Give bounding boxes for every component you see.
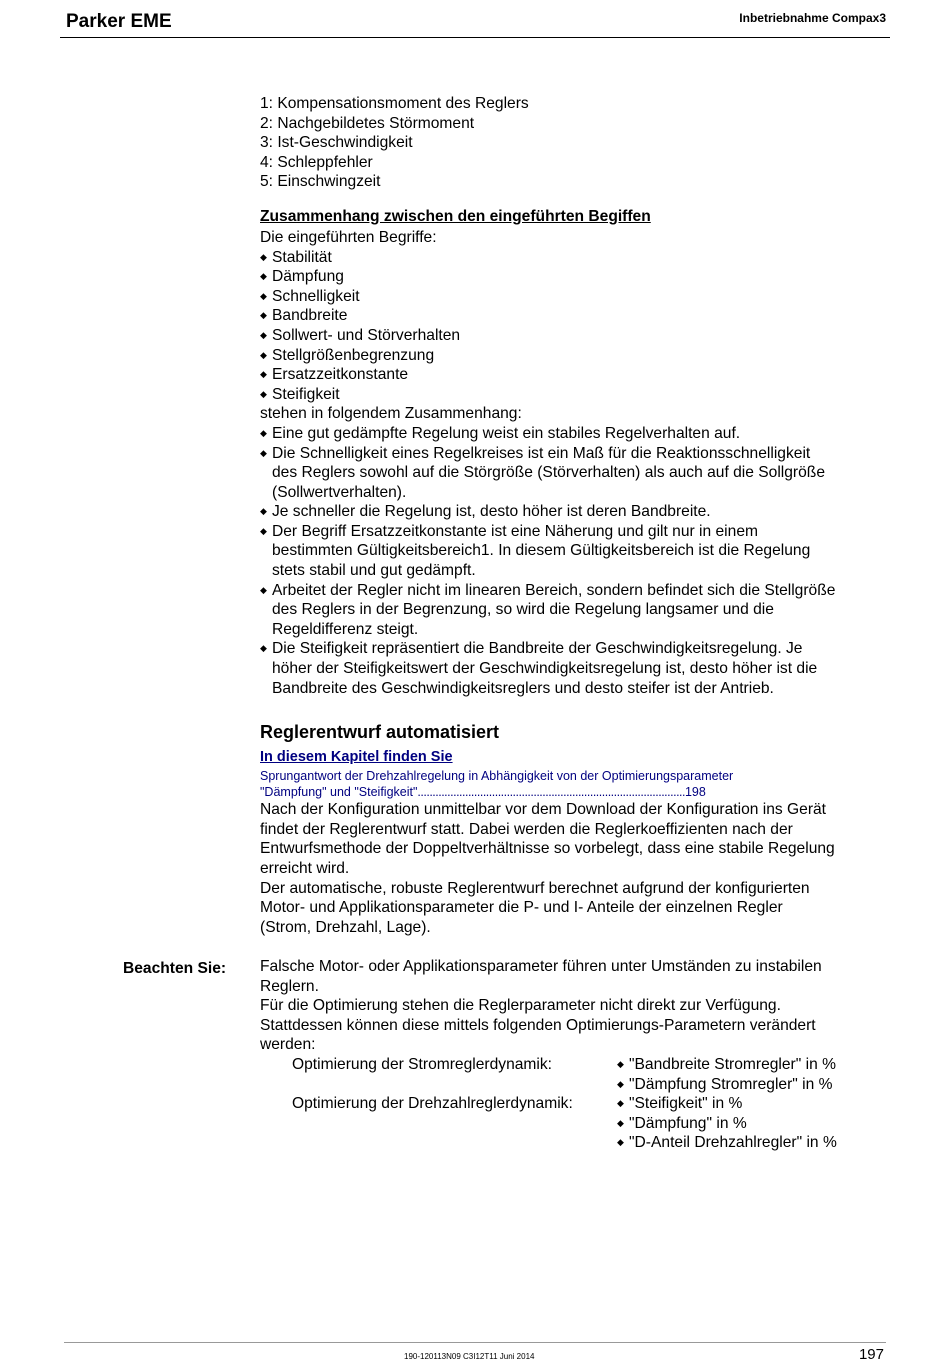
- statement-item: [260, 424, 888, 444]
- optimization-param: ◆ "Bandbreite Stromregler" in %: [617, 1055, 888, 1075]
- header-brand: Parker EME: [66, 11, 172, 32]
- term-item: ◆ Stabilität: [260, 248, 888, 268]
- optimization-param: ◆ "Steifigkeit" in %: [617, 1094, 888, 1114]
- paragraph-line: erreicht wird.: [260, 860, 350, 877]
- note-line: Falsche Motor- oder Applikationsparameter führen unter Umständen zu instabilen: [260, 957, 822, 975]
- statement-line: des Reglers in der Begrenzung, so wird die Regelung langsamer und die: [272, 601, 774, 619]
- toc-entry-text: "Dämpfung" und "Steifigkeit": [260, 785, 418, 800]
- section-title: Reglerentwurf automatisiert: [260, 722, 500, 743]
- relation-heading: Zusammenhang zwischen den eingeführten Begiffen: [260, 207, 651, 225]
- term-item: ◆ Sollwert- und Störverhalten: [260, 326, 888, 346]
- relation-intro: Die eingeführten Begriffe:: [260, 228, 437, 246]
- statement-line: ◆ Die Steifigkeit repräsentiert die Bandbreite der Geschwindigkeitsregelung. Je: [272, 640, 803, 658]
- relation-connector: stehen in folgendem Zusammenhang:: [260, 405, 522, 423]
- note-line: werden:: [260, 1036, 316, 1054]
- terms-list: [260, 248, 888, 405]
- term-item: ◆ Schnelligkeit: [260, 287, 888, 307]
- note-line: Für die Optimierung stehen die Reglerparameter nicht direkt zur Verfügung.: [260, 997, 781, 1015]
- optimization-params: [617, 1055, 888, 1094]
- toc-entry-line: Sprungantwort der Drehzahlregelung in Abhängigkeit von der Optimierungsparameter: [260, 769, 734, 784]
- toc-page-number: 198: [684, 785, 706, 800]
- statement-line: Regeldifferenz steigt.: [272, 620, 419, 638]
- term-item: ◆ Steifigkeit: [260, 385, 888, 405]
- statement-line: des Reglers sowohl auf die Störgröße (Störverhalten) als auch auf die Sollgröße: [272, 464, 825, 482]
- toc-entry-line: [260, 784, 888, 800]
- list-item: 2: Nachgebildetes Störmoment: [260, 114, 475, 132]
- statement-line: ◆ Je schneller die Regelung ist, desto höher ist deren Bandbreite.: [272, 503, 711, 521]
- term-item: ◆ Stellgrößenbegrenzung: [260, 346, 888, 366]
- optimization-param: ◆ "Dämpfung Stromregler" in %: [617, 1075, 888, 1095]
- statement-item: [260, 581, 888, 640]
- statement-line: ◆ Der Begriff Ersatzzeitkonstante ist eine Näherung und gilt nur in einem: [272, 522, 758, 540]
- page-content: [260, 94, 888, 1153]
- footer-divider: [64, 1342, 886, 1343]
- statement-item: [260, 639, 888, 698]
- numbered-list: [260, 94, 888, 192]
- statement-line: Bandbreite des Geschwindigkeitsreglers und desto steifer ist der Antrieb.: [272, 679, 774, 697]
- statement-line: (Sollwertverhalten).: [272, 483, 407, 501]
- statement-line: ◆ Die Schnelligkeit eines Regelkreises ist ein Maß für die Reaktionsschnelligkeit: [272, 444, 811, 462]
- statement-item: [260, 522, 888, 581]
- note-body: [260, 957, 888, 1055]
- paragraph-line: (Strom, Drehzahl, Lage).: [260, 918, 431, 936]
- optimization-label: Optimierung der Drehzahlreglerdynamik:: [292, 1095, 573, 1113]
- optimization-params: [617, 1094, 888, 1153]
- term-item: ◆ Bandbreite: [260, 306, 888, 326]
- statement-line: ◆ Arbeitet der Regler nicht im linearen Bereich, sondern befindet sich die Stellgröße: [272, 581, 836, 599]
- paragraph-line: Nach der Konfiguration unmittelbar vor dem Download der Konfiguration ins Gerät: [260, 801, 827, 819]
- statement-line: höher der Steifigkeitswert der Geschwindigkeitsregelung ist, desto höher ist die: [272, 660, 818, 678]
- list-item: 1: Kompensationsmoment des Reglers: [260, 95, 529, 112]
- term-item: ◆ Dämpfung: [260, 267, 888, 287]
- note-label: Beachten Sie:: [123, 960, 227, 977]
- paragraph-line: findet der Reglerentwurf statt. Dabei werden die Reglerkoeffizienten nach der: [260, 820, 793, 838]
- toc-heading[interactable]: In diesem Kapitel finden Sie: [260, 749, 453, 766]
- optimization-param: ◆ "D-Anteil Drehzahlregler" in %: [617, 1133, 888, 1153]
- statements-list: [260, 424, 888, 698]
- paragraph-line: Entwurfsmethode der Doppeltverhältnisse so vorbelegt, dass eine stabile Regelung: [260, 840, 835, 858]
- statement-line: bestimmten Gültigkeitsbereich1. In diesem Gültigkeitsbereich ist die Regelung: [272, 542, 811, 560]
- list-item: 4: Schleppfehler: [260, 153, 373, 171]
- note-line: Stattdessen können diese mittels folgenden Optimierungs-Parametern verändert: [260, 1016, 816, 1034]
- optimization-row: [260, 1094, 888, 1153]
- paragraph: [260, 800, 888, 878]
- statement-item: [260, 502, 888, 522]
- note-line: Reglern.: [260, 977, 319, 995]
- page-number: 197: [858, 1346, 884, 1363]
- statement-line: stets stabil und gut gedämpft.: [272, 562, 476, 580]
- optimization-label: Optimierung der Stromreglerdynamik:: [292, 1055, 552, 1073]
- header-divider: [60, 37, 890, 38]
- toc-entry-link[interactable]: [260, 768, 888, 800]
- optimization-param: ◆ "Dämpfung" in %: [617, 1114, 888, 1134]
- toc-leader-dots: ..........................................................................................: [417, 785, 685, 800]
- statement-item: [260, 444, 888, 503]
- paragraph-line: Der automatische, robuste Reglerentwurf berechnet aufgrund der konfigurierten: [260, 879, 810, 897]
- term-item: ◆ Ersatzzeitkonstante: [260, 365, 888, 385]
- footer-doc-number: 190-120113N09 C3I12T11 Juni 2014: [404, 1352, 535, 1361]
- paragraph-line: Motor- und Applikationsparameter die P- und I- Anteile der einzelnen Regler: [260, 899, 783, 917]
- list-item: 5: Einschwingzeit: [260, 173, 381, 191]
- paragraph: [260, 879, 888, 938]
- list-item: 3: Ist-Geschwindigkeit: [260, 134, 413, 152]
- statement-line: ◆ Eine gut gedämpfte Regelung weist ein stabiles Regelverhalten auf.: [272, 424, 741, 442]
- optimization-row: [260, 1055, 888, 1094]
- header-doc-title: Inbetriebnahme Compax3: [739, 11, 886, 25]
